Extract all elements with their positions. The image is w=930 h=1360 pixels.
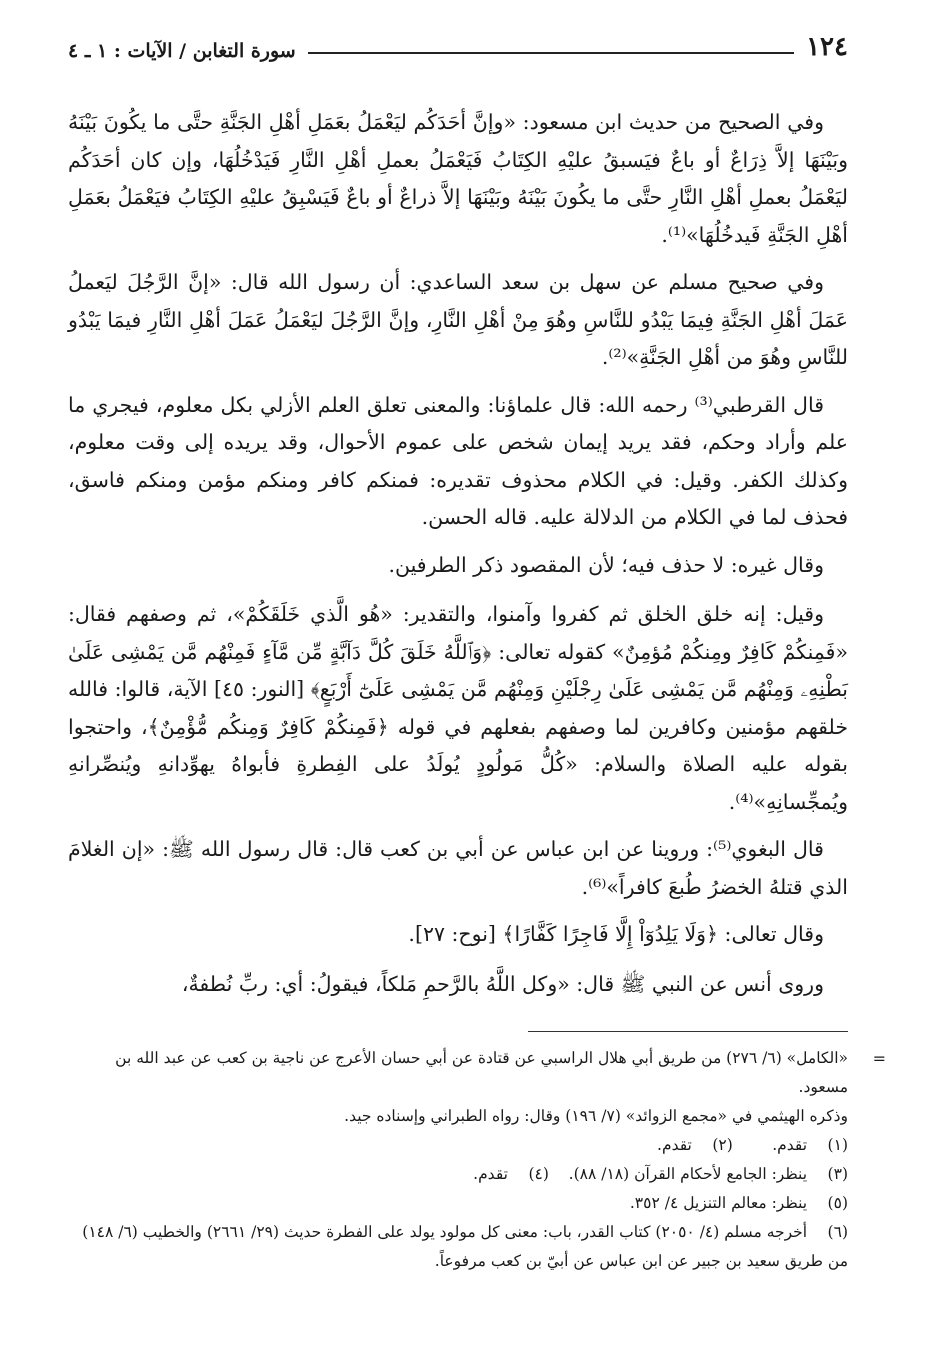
- paragraph: وفي الصحيح من حديث ابن مسعود: «وإنَّ أحَدَكُم ليَعْمَلُ بعَمَلِ أهْلِ الجَنَّةِ حتَّى ما يكُونَ بَيْنَهُ وبَيْنَهَا إلاَّ ذِرَاعٌ أو باعٌ فيَسبقُ عليْهِ الكِتَابُ فَيَعْمَلُ بعملِ أهْلِ النَّارِ فَيَدْخُلُهَا، وإن كان أحَدَكُم ليَعْمَلُ بعملِ أهْلِ النَّارِ حتَّى ما يكُونَ بَيْنَهُ وبَيْنَهَا إلاَّ ذراعٌ أو باعٌ فَيَسْبِقُ عليْهِ الكِتَابُ فيَعْمَلُ بعَمَلِ أهْلِ الجَنَّةِ فَيدخُلُهَا»⁽¹⁾.: [68, 110, 848, 247]
- book-page: [68, 28, 886, 1276]
- footnote-text: وذكره الهيثمي في «مجمع الزوائد» (٧/ ١٩٦) وقال: رواه الطبراني وإسناده جيد.: [344, 1107, 848, 1125]
- footnote-number: (١): [827, 1136, 848, 1154]
- footnote-continuation: [68, 1102, 848, 1131]
- footnote-number: (٢): [712, 1136, 733, 1154]
- footnote-separator: [528, 1031, 848, 1032]
- footnote-number: (٥): [827, 1194, 848, 1212]
- footnote: [68, 1131, 848, 1160]
- footnote-continuation: [68, 1044, 886, 1102]
- footnote-number: (٤): [528, 1165, 549, 1183]
- paragraph: قال البغوي⁽⁵⁾: وروينا عن ابن عباس عن أبي بن كعب قال: قال رسول الله ﷺ: «إن الغلامَ الذي قتلهُ الخضرُ طُبعَ كافراً»⁽⁶⁾.: [68, 837, 848, 899]
- footnote-text: أخرجه مسلم (٤/ ٢٠٥٠) كتاب القدر، باب: معنى كل مولود يولد على الفطرة حديث (٢٩/ ٢٦٦١) والخطيب (٦/ ١٤٨) من طريق سعيد بن جبير عن ابن عباس عن أبيّ بن كعب مرفوعاً.: [82, 1223, 848, 1270]
- paragraph: وروى أنس عن النبي ﷺ قال: «وكل اللَّهُ بالرَّحمِ مَلكاً، فيقولُ: أي: ربِّ نُطفةٌ،: [181, 971, 824, 996]
- page-number: ١٢٤: [806, 32, 848, 62]
- footnote-number: (٣): [827, 1165, 848, 1183]
- header-rule: [308, 52, 794, 54]
- footnote: [68, 1189, 848, 1218]
- footnote-text: تقدم.: [657, 1136, 692, 1154]
- continuation-mark: =: [872, 1049, 886, 1068]
- footnote: [68, 1160, 848, 1189]
- footnote-text: ينظر: معالم التنزيل ٤/ ٣٥٢.: [629, 1194, 808, 1212]
- footnote-text: ينظر: الجامع لأحكام القرآن (١٨/ ٨٨).: [568, 1165, 808, 1183]
- footnote-number: (٦): [827, 1223, 848, 1241]
- page-header: [68, 28, 848, 62]
- footnotes: [68, 1044, 886, 1276]
- main-text: [68, 104, 848, 1003]
- paragraph: وفي صحيح مسلم عن سهل بن سعد الساعدي: أن رسول الله قال: «إنَّ الرَّجُلَ ليَعملُ عَمَلَ أهْلِ الجَنَّةِ فِيمَا يَبْدُو للنَّاسِ وهُوَ مِنْ أهْلِ النَّارِ، وإنَّ الرَّجُلَ ليَعْمَلُ عَمَلَ أهْلِ النَّارِ فيمَا يَبْدُو للنَّاسِ وهُوَ من أهْلِ الجَنَّةِ»⁽²⁾.: [68, 270, 848, 369]
- footnote-text: تقدم.: [772, 1136, 808, 1154]
- paragraph: وقال تعالى: ﴿وَلَا يَلِدُوٓاْ إِلَّا فَاجِرًا كَفَّارًا﴾ [نوح: ٢٧].: [408, 922, 824, 946]
- footnote: [68, 1218, 848, 1276]
- paragraph: قال القرطبي⁽³⁾ رحمه الله: قال علماؤنا: والمعنى تعلق العلم الأزلي بكل معلوم، فيجري ما علم وأراد وحكم، فقد يريد إيمان شخص على عموم الأحوال، وقد يريده إلى وقت معلوم، وكذلك الكفر. وقيل: في الكلام محذوف تقديره: فمنكم كافر ومنكم مؤمن ومنكم فاسق، فحذف لما في الكلام من الدلالة عليه. قاله الحسن.: [68, 392, 848, 529]
- footnote-text: «الكامل» (٦/ ٢٧٦) من طريق أبي هلال الراسبي عن قتادة عن أبي حسان الأعرج عن ناجية بن كعب عن عبد الله بن مسعود.: [115, 1049, 848, 1096]
- running-title: سورة التغابن / الآيات : ١ ـ ٤: [68, 40, 296, 62]
- footnote-text: تقدم.: [473, 1165, 508, 1183]
- paragraph: وقيل: إنه خلق الخلق ثم كفروا وآمنوا، والتقدير: «هُو الَّذي خَلَقَكُمْ»، ثم وصفهم فقال: «فَمِنكُمْ كَافِرٌ ومِنكُمْ مُؤمِنٌ» كقوله تعالى: ﴿وَٱللَّهُ خَلَقَ كُلَّ دَآبَّةٍ مِّن مَّآءٍ فَمِنْهُم مَّن يَمْشِى عَلَىٰ بَطْنِهِۦ وَمِنْهُم مَّن يَمْشِى عَلَىٰ رِجْلَيْنِ وَمِنْهُم مَّن يَمْشِى عَلَىٰٓ أَرْبَعٍ﴾ [النور: ٤٥] الآية، قالوا: فالله خلقهم مؤمنين وكافرين لما وصفهم بفعلهم في قوله ﴿فَمِنكُمْ كَافِرٌ وَمِنكُم مُّؤْمِنٌ﴾، واحتجوا بقوله عليه الصلاة والسلام: «كُلُّ مَولُودٍ يُولَدُ على الفِطرةِ فأبواهُ يهوِّدانهِ ويُنصِّرانهِ ويُمجِّسانِهِ»⁽⁴⁾.: [68, 602, 848, 814]
- paragraph: وقال غيره: لا حذف فيه؛ لأن المقصود ذكر الطرفين.: [388, 552, 824, 577]
